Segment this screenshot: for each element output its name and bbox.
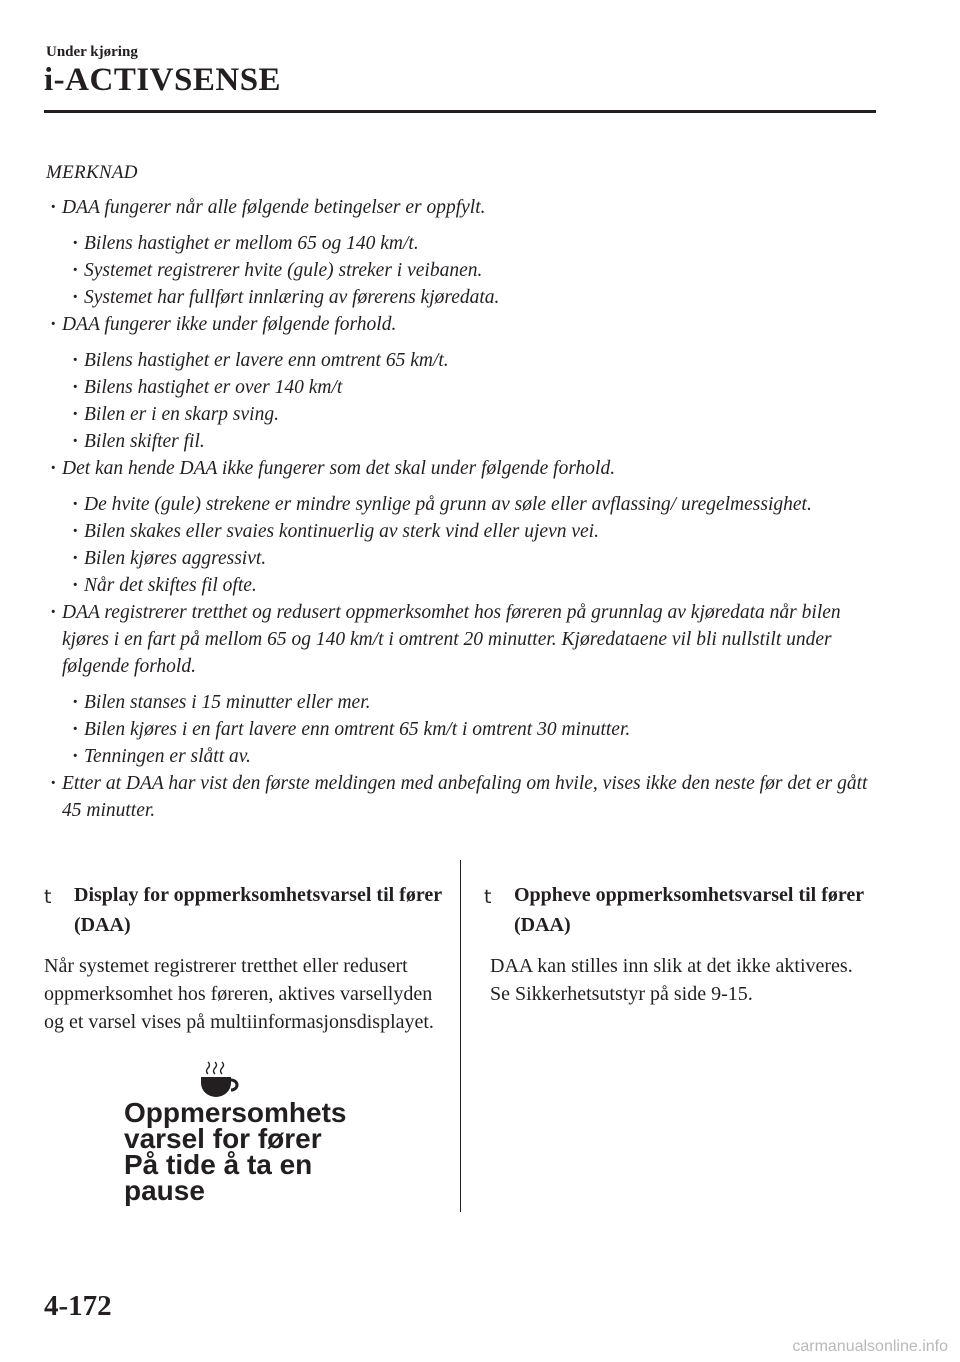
coffee-cup-icon	[198, 1060, 244, 1100]
display-line: pause	[124, 1175, 205, 1206]
chapter-title: i-ACTIVSENSE	[44, 62, 282, 98]
section-marker: t	[44, 886, 52, 908]
body-paragraph: Når systemet registrerer tretthet eller redusert oppmerksomhet hos føreren, aktives varsellyden og et varsel vises på multiinformasjonsdisplayet.	[44, 955, 434, 1033]
note-sub-bullet: · De hvite (gule) strekene er mindre synlige på grunn av søle eller avflassing/ uregelmessighet.	[46, 491, 886, 518]
right-column	[484, 880, 904, 1008]
note-bullet: · DAA fungerer når alle følgende betingelser er oppfylt.	[46, 194, 886, 221]
note-sub-bullet: · Bilen skakes eller svaies kontinuerlig av sterk vind eller ujevn vei.	[46, 518, 886, 545]
watermark: carmanualsonline.info	[792, 1338, 948, 1355]
note-sub-bullet: · Bilen skifter fil.	[46, 428, 886, 455]
section-heading-display	[44, 880, 444, 940]
note-bullet: · DAA fungerer ikke under følgende forhold.	[46, 311, 886, 338]
note-sub-bullet: · Bilen kjøres i en fart lavere enn omtrent 65 km/t i omtrent 30 minutter.	[46, 716, 886, 743]
note-sub-bullet: · Bilen kjøres aggressivt.	[46, 545, 886, 572]
display-message	[124, 1097, 347, 1206]
display-line: På tide å ta en	[124, 1149, 313, 1180]
note-sub-bullet: · Bilens hastighet er mellom 65 og 140 km/t.	[46, 230, 886, 257]
note-bullet: · Det kan hende DAA ikke fungerer som det skal under følgende forhold.	[46, 455, 886, 482]
page-reference-link[interactable]: Se Sikkerhetsutstyr på side 9-15.	[490, 983, 753, 1005]
note-sub-bullet: · Systemet registrerer hvite (gule) streker i veibanen.	[46, 257, 886, 284]
note-sub-bullet: · Når det skiftes fil ofte.	[46, 572, 886, 599]
body-paragraph	[484, 952, 904, 1008]
note-sub-bullet: · Bilens hastighet er over 140 km/t	[46, 374, 886, 401]
section-heading-cancel	[484, 880, 904, 940]
note-bullet: · Etter at DAA har vist den første meldingen med anbefaling om hvile, vises ikke den neste før det er gått 45 minutter.	[46, 770, 886, 824]
heading-text: Display for oppmerksomhetsvarsel til fører (DAA)	[74, 884, 442, 936]
left-column	[44, 880, 444, 1036]
note-sub-bullet: · Bilens hastighet er lavere enn omtrent 65 km/t.	[46, 347, 886, 374]
section-marker: t	[484, 886, 492, 908]
header-rule	[44, 110, 876, 113]
note-sub-bullet: · Bilen stanses i 15 minutter eller mer.	[46, 689, 886, 716]
note-box	[46, 162, 886, 824]
note-list	[46, 194, 886, 824]
section-label: Under kjøring	[46, 44, 138, 60]
body-line: DAA kan stilles inn slik at det ikke aktiveres.	[490, 955, 853, 977]
daa-display-illustration	[124, 1060, 444, 1210]
column-divider	[460, 860, 461, 1212]
note-sub-bullet: · Tenningen er slått av.	[46, 743, 886, 770]
note-sub-bullet: · Systemet har fullført innlæring av førerens kjøredata.	[46, 284, 886, 311]
note-title: MERKNAD	[46, 162, 138, 183]
heading-text: Oppheve oppmerksomhetsvarsel til fører (DAA)	[514, 884, 864, 936]
display-line: varsel for fører	[124, 1123, 322, 1154]
note-bullet: · DAA registrerer tretthet og redusert oppmerksomhet hos føreren på grunnlag av kjøredata når bilen kjøres i en fart på mellom 65 og 140 km/t i omtrent 20 minutter. Kjøredataene vil bli nullstilt under følgende forhold.	[46, 599, 886, 680]
note-sub-bullet: · Bilen er i en skarp sving.	[46, 401, 886, 428]
page-number: 4-172	[44, 1290, 112, 1322]
display-line: Oppmersomhets	[124, 1097, 347, 1128]
